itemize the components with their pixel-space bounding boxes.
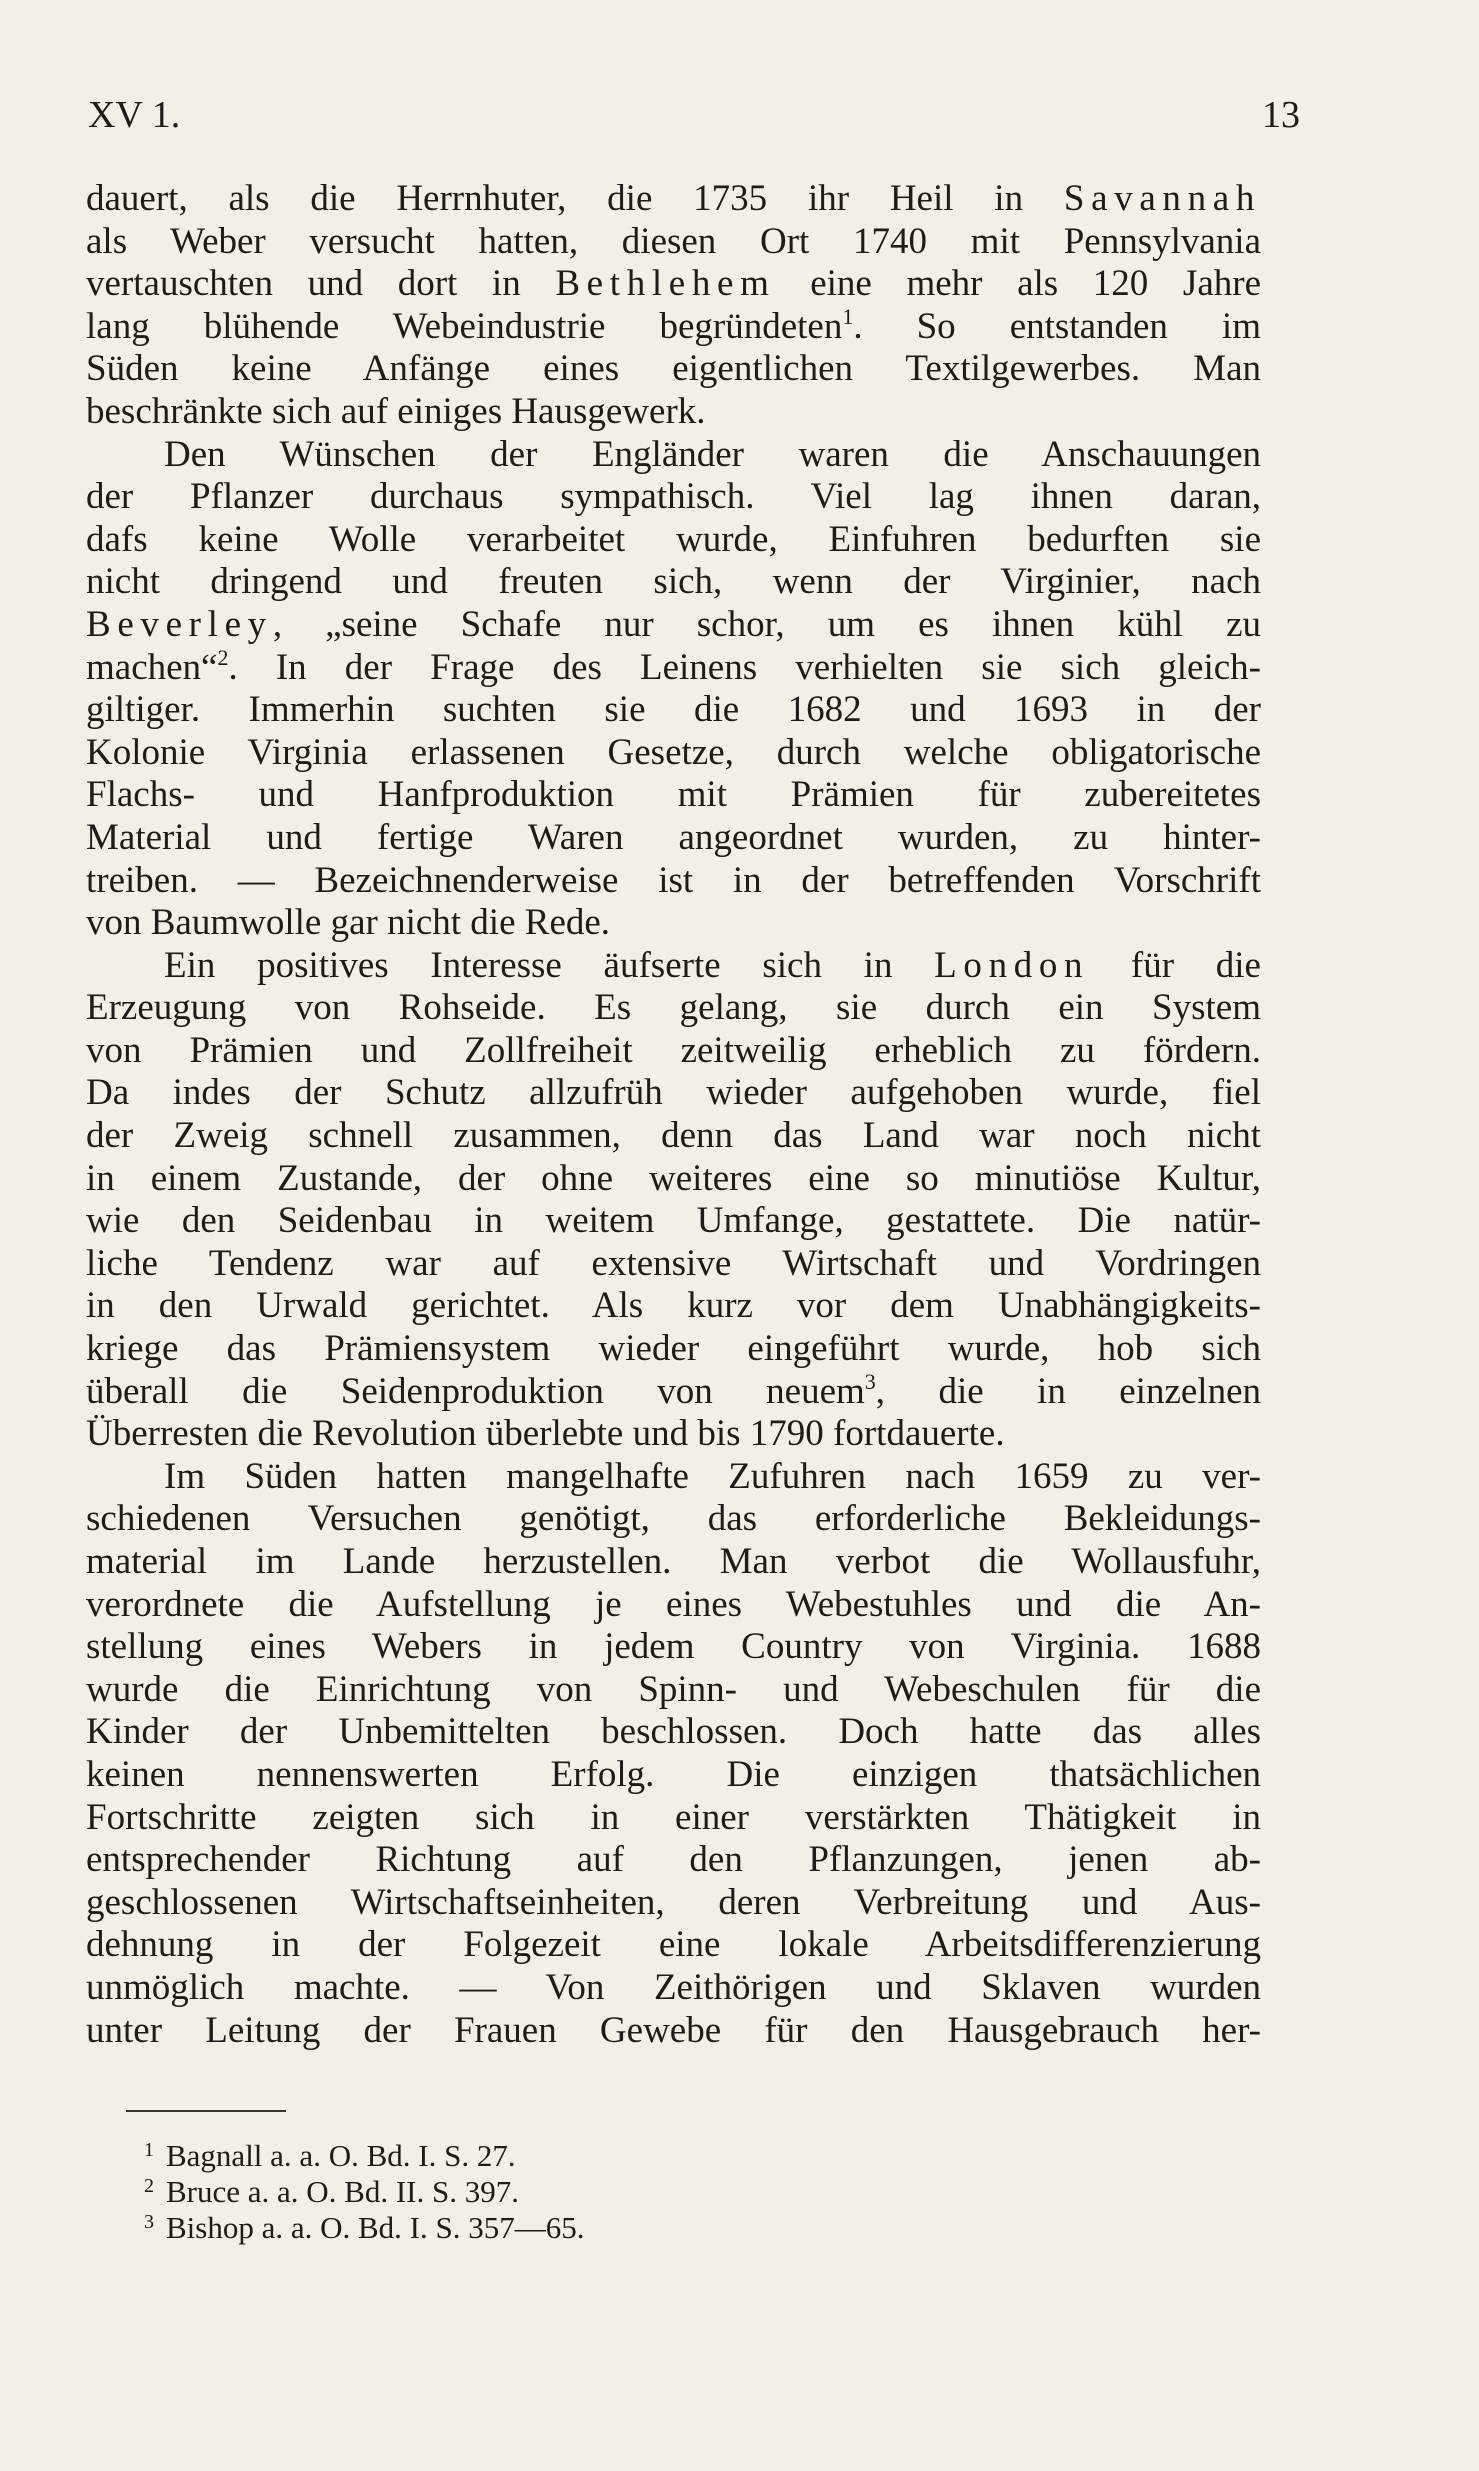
footnotes [144,2138,585,2246]
footnote-number: 3 [144,2211,154,2233]
body-text: dauert, als die Herrnhuter, die 1735 ihr Heil in Savannah als Weber versucht hatten, diesen Ort 1740 mit Pennsylvania vertauschten und dort in Bethlehem eine mehr als 120 Jahre lang blühende Webeindustrie begründeten$^1$. So entstanden im Süden keine Anfänge eines eigentlichen Textilgewerbes. Man beschränkte sich auf einiges Hausgewerk. Den Wünschen der Engländer waren die Anschauungen der Pflanzer durchaus sympathisch. Viel lag ihnen daran, dafs keine Wolle verarbeitet wurde, Einfuhren bedurften sie nicht dringend und freuten sich, wenn der Virginier, nach Beverley, „seine Schafe nur schor, um es ihnen kühl zu machen“$^2$. In der Frage des Leinens verhielten sie sich gleich- giltiger. Immerhin suchten sie die 1682 und 1693 in der Kolonie Virginia erlassenen Gesetze, durch welche obligatorische Flachs- und Hanfproduktion mit Prämien für zubereitetes Material und fertige Waren angeordnet wurden, zu hinter- treiben. — Bezeichnenderweise ist in der betreffenden Vorschrift von Baumwolle gar nicht die Rede. Ein positives Interesse äufserte sich in London für die Erzeugung von Rohseide. Es gelang, sie durch ein System von Prämien und Zollfreiheit zeitweilig erheblich zu fördern. Da indes der Schutz allzufrüh wieder aufgehoben wurde, fiel der Zweig schnell zusammen, denn das Land war noch nicht in einem Zustande, der ohne weiteres eine so minutiöse Kultur, wie den Seidenbau in weitem Umfange, gestattete. Die natür- liche Tendenz war auf extensive Wirtschaft und Vordringen in den Urwald gerichtet. Als kurz vor dem Unabhängigkeits- kriege das Prämiensystem wieder eingeführt wurde, hob sich überall die Seidenproduktion von neuem$^3$, die in einzelnen Überresten die Revolution überlebte und bis 1790 fortdauerte. Im Süden hatten mangelhafte Zufuhren nach 1659 zu ver- schiedenen Versuchen genötigt, das erforderliche Bekleidungs- material im Lande herzustellen. Man verbot die Wollausfuhr, verordnete die Aufstellung je eines Webestuhles und die An- stellung eines Webers in jedem Country von Virginia. 1688 wurde die Einrichtung von Spinn- und Webeschulen für die Kinder der Unbemittelten beschlossen. Doch hatte das alles keinen nennenswerten Erfolg. Die einzigen thatsächlichen Fortschritte zeigten sich in einer verstärkten Thätigkeit in entsprechender Richtung auf den Pflanzungen, jenen ab- geschlossenen Wirtschaftseinheiten, deren Verbreitung und Aus- dehnung in der Folgezeit eine lokale Arbeitsdifferenzierung unmöglich machte. — Von Zeithörigen und Sklaven wurden unter Leitung der Frauen Gewebe für den Hausgebrauch her- [86,178,1261,2051]
page-number: 13 [1262,94,1300,136]
footnote-divider [126,2110,286,2112]
footnote [144,2210,585,2246]
footnote [144,2174,585,2210]
page-header [88,92,1300,138]
footnote [144,2138,585,2174]
footnote-text: Bishop a. a. O. Bd. I. S. 357—65. [166,2210,585,2245]
footnote-number: 2 [144,2175,154,2197]
footnote-text: Bruce a. a. O. Bd. II. S. 397. [166,2174,519,2209]
footnote-text: Bagnall a. a. O. Bd. I. S. 27. [166,2138,516,2173]
section-label: XV 1. [88,94,181,136]
footnote-number: 1 [144,2139,154,2161]
